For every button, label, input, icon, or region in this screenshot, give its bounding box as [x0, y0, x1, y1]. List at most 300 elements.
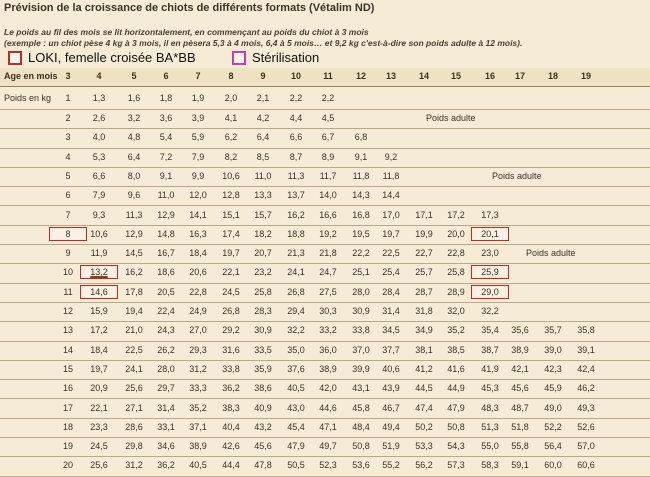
adult-weight-annotation: Poids adulte: [426, 113, 476, 123]
header-month-cell: 16: [484, 71, 495, 81]
table-cell: 22,4: [157, 306, 175, 316]
table-cell: 8,2: [224, 151, 238, 162]
table-cell: 11,7: [319, 170, 337, 181]
table-cell: 20,7: [254, 248, 272, 259]
table-cell: 11,8: [382, 170, 400, 181]
table-cell: 38,6: [254, 383, 272, 394]
table-cell: 28,9: [447, 286, 465, 297]
table-cell: 14,4: [382, 190, 400, 201]
table-cell: 28,0: [352, 286, 370, 297]
table-cell: 19,4: [125, 306, 143, 316]
table-cell: 11,8: [352, 170, 370, 181]
table-cell: 33,8: [352, 325, 370, 336]
table-cell: 45,6: [511, 383, 529, 394]
table-cell: 57,0: [577, 441, 595, 452]
table-cell: 4,8: [127, 132, 141, 143]
header-month-cell: 4: [96, 71, 102, 81]
table-cell: 3,2: [127, 113, 141, 123]
table-cell: 20,0: [447, 228, 465, 239]
loki-marked-cell: 14,6: [82, 287, 116, 297]
table-cell: 42,4: [577, 363, 595, 374]
header-month-cell: 11: [323, 71, 333, 81]
table-cell: 19,2: [319, 228, 337, 239]
table-cell: 41,6: [447, 363, 465, 374]
table-cell: 39,9: [352, 363, 370, 374]
table-cell: 38,7: [481, 344, 499, 355]
table-cell: 27,0: [189, 325, 207, 336]
table-cell: 60,0: [544, 460, 562, 471]
table-cell: 35,2: [447, 325, 465, 336]
table-cell: 38,9: [511, 344, 529, 355]
header-month-cell: 9: [260, 71, 266, 81]
table-cell: 43,0: [287, 402, 305, 413]
table-row: [0, 302, 650, 322]
table-cell: 43,1: [352, 383, 370, 394]
table-cell: 25,8: [254, 286, 272, 297]
table-cell: 16: [62, 383, 73, 394]
table-cell: 43,9: [382, 383, 400, 394]
table-cell: 24,9: [189, 306, 207, 316]
table-cell: 1,9: [191, 93, 205, 103]
table-cell: 7,9: [92, 190, 106, 201]
table-cell: 18,2: [254, 228, 272, 239]
table-cell: 47,9: [447, 402, 465, 413]
table-row: [0, 341, 650, 361]
table-cell: 50,5: [287, 460, 305, 471]
table-cell: 3: [65, 132, 71, 143]
table-cell: 37,0: [352, 344, 370, 355]
table-cell: 55,8: [511, 441, 529, 452]
table-cell: 5,4: [159, 132, 173, 143]
table-cell: 46,2: [577, 383, 595, 394]
table-cell: 39,1: [577, 344, 595, 355]
table-cell: 30,9: [254, 325, 272, 336]
table-cell: 18,4: [189, 248, 207, 259]
table-cell: 44,6: [319, 402, 337, 413]
table-cell: 17: [62, 402, 73, 413]
table-cell: 21,0: [125, 325, 143, 336]
table-cell: 17,4: [222, 228, 240, 239]
table-cell: 49,7: [319, 441, 337, 452]
table-cell: 1,3: [92, 93, 106, 103]
table-cell: 12,0: [189, 190, 207, 201]
table-cell: 7,2: [159, 151, 173, 162]
table-cell: 14,5: [125, 248, 143, 259]
adult-weight-annotation: Poids adulte: [526, 248, 576, 259]
table-cell: 20: [62, 460, 73, 471]
table-cell: 20,9: [90, 383, 108, 394]
table-cell: 33,8: [222, 363, 240, 374]
header-month-cell: 12: [355, 71, 366, 81]
table-cell: 16,3: [189, 228, 207, 239]
table-cell: 6,6: [92, 170, 106, 181]
table-row: [0, 360, 650, 380]
table-cell: 17,1: [415, 209, 433, 220]
table-cell: 37,6: [287, 363, 305, 374]
table-cell: 44,4: [222, 460, 240, 471]
table-cell: 14,8: [157, 228, 175, 239]
table-cell: 25,6: [90, 460, 108, 471]
table-cell: 40,9: [254, 402, 272, 413]
table-cell: 42,6: [222, 441, 240, 452]
header-month-cell: 6: [163, 71, 169, 81]
table-cell: 47,4: [415, 402, 433, 413]
table-cell: 43,2: [254, 421, 272, 432]
table-row: [0, 399, 650, 419]
table-cell: 22,8: [189, 286, 207, 297]
table-cell: 9: [65, 248, 71, 259]
table-cell: 11,9: [90, 248, 108, 259]
table-cell: 14,0: [319, 190, 337, 201]
table-cell: 32,2: [287, 325, 305, 336]
table-cell: 9,2: [384, 151, 398, 162]
table-cell: 21,8: [319, 248, 337, 259]
table-cell: 29,2: [222, 325, 240, 336]
table-cell: 9,1: [354, 151, 368, 162]
legend-sterilisation-label: Stérilisation: [252, 50, 320, 65]
table-cell: 3,9: [191, 113, 205, 123]
table-cell: 31,2: [125, 460, 143, 471]
table-cell: 48,4: [352, 421, 370, 432]
table-cell: 44,5: [415, 383, 433, 394]
table-cell: 12: [62, 306, 73, 316]
table-cell: 6,4: [256, 132, 270, 143]
table-cell: 56,4: [544, 441, 562, 452]
table-cell: 17,2: [90, 325, 108, 336]
table-cell: 11,0: [254, 170, 272, 181]
table-cell: 31,8: [415, 306, 433, 316]
legend-sterilisation: [232, 50, 319, 65]
table-row: [0, 418, 650, 438]
table-cell: 16,2: [125, 267, 143, 278]
table-cell: 25,7: [415, 267, 433, 278]
table-cell: 17,8: [125, 286, 143, 297]
intro-line-1: Le poids au fil des mois se lit horizontalement, en commençant au poids du chiot à 3 mois: [4, 27, 369, 37]
legend-loki-swatch: [8, 51, 22, 65]
table-cell: 7,9: [191, 151, 205, 162]
table-cell: 58,3: [481, 460, 499, 471]
table-cell: 9,3: [92, 209, 106, 220]
table-cell: 8,9: [321, 151, 335, 162]
table-row: [0, 263, 650, 283]
table-cell: 45,6: [254, 441, 272, 452]
table-cell: 25,8: [447, 267, 465, 278]
table-cell: 32,0: [447, 306, 465, 316]
table-cell: 26,8: [287, 286, 305, 297]
table-cell: 39,0: [544, 344, 562, 355]
table-cell: 2,1: [256, 93, 270, 103]
table-cell: 17,0: [382, 209, 400, 220]
header-month-cell: 18: [547, 71, 558, 81]
table-cell: 15,7: [254, 209, 272, 220]
table-cell: 34,5: [382, 325, 400, 336]
table-cell: 51,9: [382, 441, 400, 452]
table-cell: 53,3: [415, 441, 433, 452]
table-cell: 22,8: [447, 248, 465, 259]
table-cell: 3,6: [159, 113, 173, 123]
table-cell: 40,5: [189, 460, 207, 471]
table-cell: 26,2: [157, 344, 175, 355]
header-month-cell: 10: [290, 71, 301, 81]
table-row: [0, 186, 650, 206]
table-cell: 51,8: [511, 421, 529, 432]
table-cell: 34,9: [415, 325, 433, 336]
table-cell: 48,3: [481, 402, 499, 413]
table-row: [0, 283, 650, 303]
table-cell: 16,6: [319, 209, 337, 220]
table-cell: 8,5: [256, 151, 270, 162]
table-cell: 12,9: [125, 228, 143, 239]
header-month-cell: 17: [514, 71, 525, 81]
loki-marked-cell: 29,0: [473, 287, 507, 297]
table-cell: 10: [62, 267, 73, 278]
table-cell: 22,5: [382, 248, 400, 259]
table-cell: 30,3: [319, 306, 337, 316]
table-cell: 12,8: [222, 190, 240, 201]
table-cell: 53,6: [352, 460, 370, 471]
table-cell: 5,9: [191, 132, 205, 143]
table-cell: 14: [62, 344, 73, 355]
table-cell: 31,6: [222, 344, 240, 355]
table-cell: 40,6: [382, 363, 400, 374]
table-row: [0, 456, 650, 476]
table-cell: 45,8: [352, 402, 370, 413]
table-cell: 35,2: [189, 402, 207, 413]
table-cell: 14,1: [189, 209, 207, 220]
weight-label: Poids en kg: [4, 93, 52, 103]
table-cell: 33,1: [157, 421, 175, 432]
loki-marked-cell: 25,9: [473, 267, 507, 277]
table-cell: 11: [63, 286, 73, 297]
table-cell: 30,9: [352, 306, 370, 316]
table-cell: 55,0: [481, 441, 499, 452]
page-title: Prévision de la croissance de chiots de différents formats (Vétalim ND): [4, 2, 375, 14]
table-cell: 28,4: [382, 286, 400, 297]
legend-loki: [8, 50, 196, 65]
table-cell: 22,2: [352, 248, 370, 259]
table-cell: 36,2: [157, 460, 175, 471]
table-cell: 35,7: [544, 325, 562, 336]
table-cell: 32,2: [481, 306, 499, 316]
table-cell: 19,7: [90, 363, 108, 374]
table-cell: 42,0: [319, 383, 337, 394]
table-cell: 4: [65, 151, 71, 162]
table-cell: 37,1: [189, 421, 207, 432]
header-month-cell: 15: [450, 71, 461, 81]
table-cell: 25,6: [125, 383, 143, 394]
table-cell: 48,7: [511, 402, 529, 413]
table-cell: 9,1: [159, 170, 173, 181]
header-month-cell: 5: [131, 71, 137, 81]
table-cell: 1: [65, 93, 71, 103]
table-cell: 19,7: [222, 248, 240, 259]
table-cell: 41,2: [415, 363, 433, 374]
table-cell: 9,9: [191, 170, 205, 181]
header-month-cell: 14: [418, 71, 429, 81]
table-header-row: [0, 68, 650, 87]
table-cell: 28,6: [125, 421, 143, 432]
table-cell: 57,3: [447, 460, 465, 471]
table-cell: 34,6: [157, 441, 175, 452]
table-cell: 22,5: [125, 344, 143, 355]
table-cell: 16,8: [352, 209, 370, 220]
table-cell: 54,3: [447, 441, 465, 452]
table-cell: 35,4: [481, 325, 499, 336]
table-cell: 5,3: [92, 151, 106, 162]
table-cell: 5: [65, 170, 71, 181]
table-cell: 22,1: [90, 402, 108, 413]
table-cell: 6,4: [127, 151, 141, 162]
table-cell: 50,8: [352, 441, 370, 452]
table-cell: 11,3: [125, 209, 143, 220]
table-cell: 50,8: [447, 421, 465, 432]
table-cell: 35,0: [287, 344, 305, 355]
table-cell: 2: [65, 113, 71, 123]
table-cell: 19,9: [415, 228, 433, 239]
table-row: [0, 225, 650, 245]
table-cell: 35,6: [511, 325, 529, 336]
table-cell: 20,6: [189, 267, 207, 278]
intro-line-2: (exemple : un chiot pèse 4 kg à 3 mois, il en pèsera 5,3 à 4 mois, 6,4 à 5 mois… et 9,2 kg c'est-à-dire son poids adulte à 12 mois).: [4, 38, 523, 48]
table-cell: 4,4: [289, 113, 303, 123]
table-cell: 1,8: [159, 93, 173, 103]
table-cell: 18: [62, 421, 73, 432]
table-cell: 24,7: [319, 267, 337, 278]
table-cell: 6,2: [224, 132, 238, 143]
table-cell: 52,2: [544, 421, 562, 432]
table-cell: 19,7: [382, 228, 400, 239]
table-cell: 2,2: [289, 93, 303, 103]
table-cell: 36,0: [319, 344, 337, 355]
table-cell: 18,6: [157, 267, 175, 278]
table-cell: 25,1: [352, 267, 370, 278]
table-cell: 52,3: [319, 460, 337, 471]
table-cell: 11,0: [157, 190, 175, 201]
table-cell: 28,7: [415, 286, 433, 297]
table-cell: 24,3: [157, 325, 175, 336]
table-cell: 35,9: [254, 363, 272, 374]
table-cell: 56,2: [415, 460, 433, 471]
legend-loki-label: LOKI, femelle croisée BA*BB: [28, 50, 196, 65]
table-cell: 33,5: [254, 344, 272, 355]
table-cell: 1,6: [127, 93, 141, 103]
table-cell: 21,3: [287, 248, 305, 259]
table-cell: 29,8: [125, 441, 143, 452]
table-row: [0, 128, 650, 148]
table-cell: 13,7: [287, 190, 305, 201]
table-cell: 38,1: [415, 344, 433, 355]
legend-sterilisation-swatch: [232, 51, 246, 65]
table-cell: 6: [65, 190, 71, 201]
table-cell: 51,3: [481, 421, 499, 432]
table-cell: 28,0: [157, 363, 175, 374]
table-cell: 45,4: [287, 421, 305, 432]
table-cell: 4,1: [224, 113, 238, 123]
table-cell: 6,8: [354, 132, 368, 143]
table-cell: 42,1: [511, 363, 529, 374]
table-cell: 24,1: [125, 363, 143, 374]
table-cell: 47,1: [319, 421, 337, 432]
table-cell: 19: [62, 441, 73, 452]
table-cell: 38,9: [319, 363, 337, 374]
table-cell: 22,7: [415, 248, 433, 259]
table-cell: 15,9: [90, 306, 108, 316]
table-cell: 24,5: [90, 441, 108, 452]
table-cell: 13,3: [254, 190, 272, 201]
table-cell: 45,9: [544, 383, 562, 394]
table-cell: 44,9: [447, 383, 465, 394]
table-cell: 27,5: [319, 286, 337, 297]
header-month-cell: 7: [195, 71, 201, 81]
table-cell: 2,0: [224, 93, 238, 103]
adult-weight-annotation: Poids adulte: [492, 170, 542, 181]
table-cell: 29,3: [189, 344, 207, 355]
table-row: [0, 87, 650, 110]
table-cell: 4,2: [256, 113, 270, 123]
table-row: [0, 109, 650, 129]
table-cell: 35,8: [577, 325, 595, 336]
table-row: [0, 206, 650, 226]
table-cell: 49,3: [577, 402, 595, 413]
table-cell: 17,2: [447, 209, 465, 220]
table-cell: 4,5: [321, 113, 335, 123]
table-cell: 59,1: [511, 460, 529, 471]
table-cell: 26,8: [222, 306, 240, 316]
table-cell: 8,0: [127, 170, 141, 181]
table-cell: 40,5: [287, 383, 305, 394]
table-cell: 2,2: [321, 93, 335, 103]
table-cell: 38,5: [447, 344, 465, 355]
table-cell: 24,1: [287, 267, 305, 278]
table-cell: 19,5: [352, 228, 370, 239]
loki-marked-cell: 8: [51, 229, 85, 239]
table-cell: 13: [62, 325, 73, 336]
table-cell: 60,6: [577, 460, 595, 471]
table-cell: 18,4: [90, 344, 108, 355]
table-cell: 45,3: [481, 383, 499, 394]
header-month-cell: 19: [580, 71, 591, 81]
table-cell: 18,8: [287, 228, 305, 239]
table-cell: 6,7: [321, 132, 335, 143]
table-row: [0, 379, 650, 399]
table-cell: 28,3: [254, 306, 272, 316]
table-cell: 42,3: [544, 363, 562, 374]
table-cell: 25,4: [382, 267, 400, 278]
table-cell: 36,2: [222, 383, 240, 394]
table-cell: 15: [62, 363, 73, 374]
table-cell: 49,0: [544, 402, 562, 413]
table-cell: 50,2: [415, 421, 433, 432]
table-cell: 46,7: [382, 402, 400, 413]
table-cell: 31,4: [157, 402, 175, 413]
table-cell: 14,3: [352, 190, 370, 201]
table-cell: 24,5: [222, 286, 240, 297]
table-cell: 41,9: [481, 363, 499, 374]
table-cell: 33,2: [319, 325, 337, 336]
header-month-cell: 8: [228, 71, 234, 81]
loki-marked-cell: 13,2: [82, 267, 116, 277]
table-cell: 4,0: [92, 132, 106, 143]
table-cell: 20,5: [157, 286, 175, 297]
table-cell: 33,3: [189, 383, 207, 394]
table-cell: 16,7: [157, 248, 175, 259]
table-cell: 40,4: [222, 421, 240, 432]
table-cell: 55,2: [382, 460, 400, 471]
table-cell: 23,2: [254, 267, 272, 278]
table-cell: 23,0: [481, 248, 499, 259]
table-row: [0, 167, 650, 187]
table-row: [0, 437, 650, 457]
